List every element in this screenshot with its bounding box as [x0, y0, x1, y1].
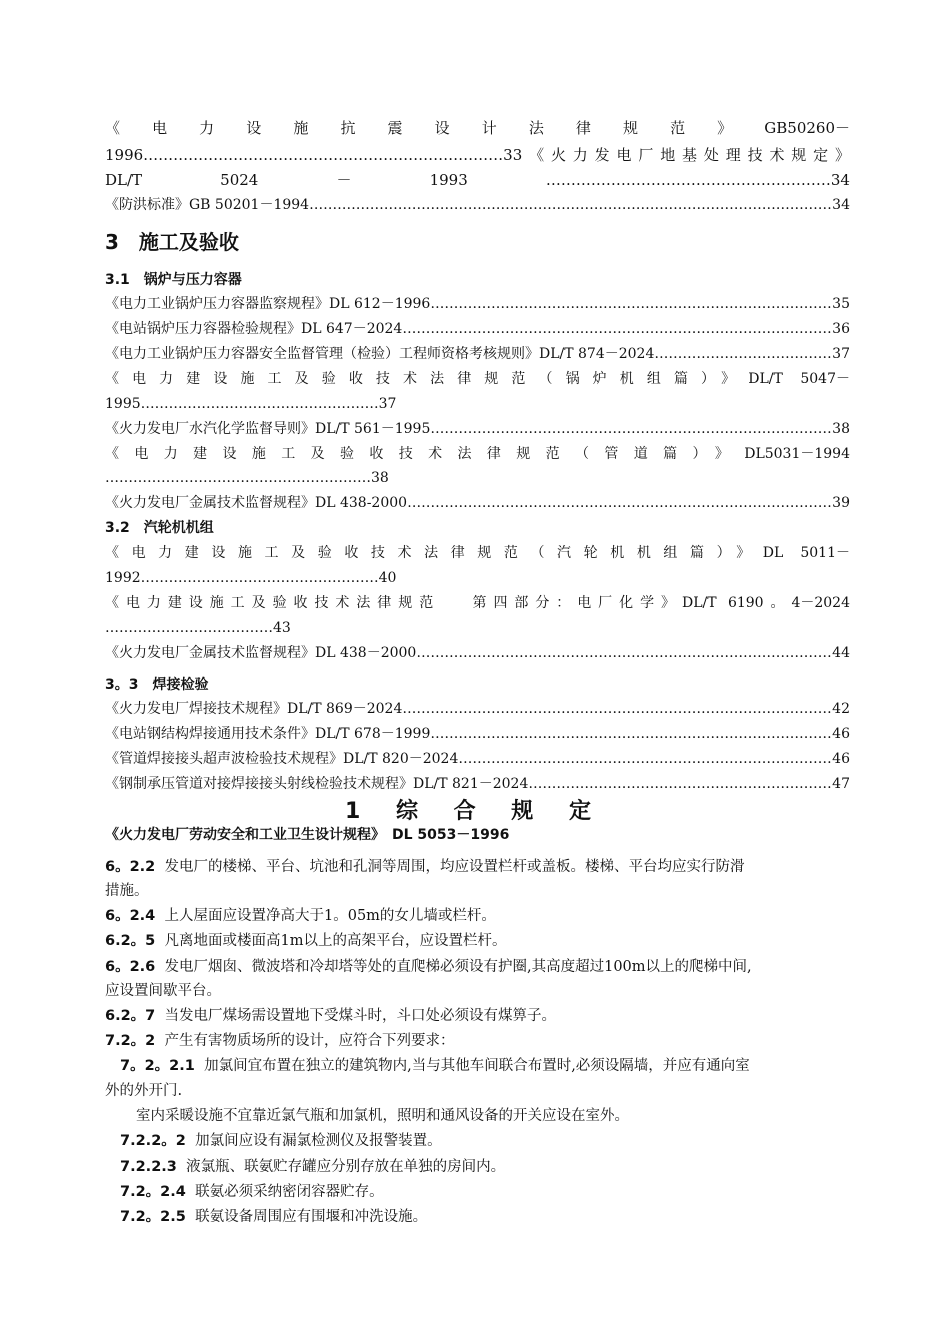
clause-number: 6.2。5: [105, 933, 156, 949]
toc-part: …………………………………………………34: [545, 171, 850, 189]
clause-number: 6。2.2: [105, 859, 156, 875]
clause: [105, 855, 850, 879]
section-1-title: 1 综 合 规 定: [345, 799, 605, 824]
clause: [105, 1029, 850, 1053]
toc-entry: [105, 419, 850, 439]
toc-entry-line: ………………………………43: [105, 620, 291, 636]
subclause: [120, 1180, 850, 1204]
toc-entry: [105, 493, 850, 513]
toc-title: 《火力发电厂水汽化学监督导则》DL/T 561－1995: [105, 421, 431, 437]
toc-page: 46: [832, 726, 850, 742]
subclause-text: 联氨设备周围应有围堰和冲洗设施。: [195, 1209, 428, 1225]
clause-number: 6。2.6: [105, 959, 156, 975]
toc-title: 《防洪标准》GB 50201－1994: [105, 197, 310, 213]
toc-page: 39: [832, 495, 850, 511]
standard-heading: 《火力发电厂劳动安全和工业卫生设计规程》 DL 5053－1996: [105, 827, 510, 843]
toc-entry: [105, 294, 850, 314]
clause-number: 7.2。2: [105, 1033, 156, 1049]
clause-number: 6.2。7: [105, 1008, 156, 1024]
toc-line-foundation: 1996………………………………………………………………33《火力发电厂地基处理技术规定》: [105, 146, 850, 164]
toc-entry: [105, 699, 850, 719]
toc-title: 《火力发电厂金属技术监督规程》DL 438-2000: [105, 495, 408, 511]
toc-page: 44: [832, 645, 850, 661]
toc-title: 《电站锅炉压力容器检验规程》DL 647－2024: [105, 321, 403, 337]
clause: [105, 955, 850, 979]
section-3-3-heading: 3。3 焊接检验: [105, 677, 209, 693]
toc-title: 《管道焊接接头超声波检验技术规程》DL/T 820－2024: [105, 751, 459, 767]
chapter-3-heading: 3 施工及验收: [105, 230, 239, 254]
toc-page: 46: [832, 751, 850, 767]
toc-page: 47: [832, 776, 850, 792]
toc-title: 《电力工业锅炉压力容器安全监督管理（检验）工程师资格考核规则》DL/T 874－2024: [105, 346, 655, 362]
toc-entry-line: 1995……………………………………………37: [105, 396, 397, 412]
clause-number: 6。2.4: [105, 908, 156, 924]
toc-entry: [105, 643, 850, 663]
toc-entry: [105, 724, 850, 744]
toc-page: 35: [832, 296, 850, 312]
toc-line-seismic: 《电力设施抗震设计法律规范》GB50260－: [105, 119, 850, 137]
toc-part: 5024: [220, 171, 259, 189]
subclause-number: 7.2.2.3: [120, 1159, 177, 1175]
section-3-1-heading: 3.1 锅炉与压力容器: [105, 272, 242, 288]
clause-text: 当发电厂煤场需设置地下受煤斗时，斗口处必须设有煤箅子。: [164, 1008, 556, 1024]
subclause-text-indented: 室内采暖设施不宜靠近氯气瓶和加氯机，照明和通风设备的开关应设在室外。: [136, 1108, 629, 1124]
toc-title: 《电站钢结构焊接通用技术条件》DL/T 678－1999: [105, 726, 431, 742]
toc-line-dlt5024: [105, 170, 850, 190]
clause-text: 上人屋面应设置净高大于1。05m的女儿墙或栏杆。: [164, 908, 496, 924]
toc-entry-flood: [105, 195, 850, 215]
subclause-number: 7.2。2.4: [120, 1184, 186, 1200]
clause-text: 发电厂烟囱、微波塔和冷却塔等处的直爬梯必须设有护圈,其高度超过100m以上的爬梯中间,: [164, 959, 752, 975]
toc-entry-line: 《电力建设施工及验收技术法律规范（锅炉机组篇）》DL/T 5047－: [105, 371, 850, 387]
subclause: [120, 1054, 850, 1078]
toc-part: DL/T: [105, 171, 143, 189]
toc-title: 《电力工业锅炉压力容器监察规程》DL 612－1996: [105, 296, 431, 312]
toc-title: 《火力发电厂金属技术监督规程》DL 438－2000: [105, 645, 417, 661]
toc-title: 《钢制承压管道对接焊接接头射线检验技术规程》DL/T 821－2024: [105, 776, 529, 792]
clause-continuation: 应设置间歇平台。: [105, 983, 221, 999]
toc-part: 1993: [429, 171, 468, 189]
toc-entry-line: …………………………………………………38: [105, 470, 389, 486]
toc-page: 37: [832, 346, 850, 362]
toc-entry-line: 《电力建设施工及验收技术法律规范（管道篇）》DL5031－1994: [105, 446, 850, 462]
toc-page: 36: [832, 321, 850, 337]
toc-entry: [105, 344, 850, 364]
section-3-2-heading: 3.2 汽轮机机组: [105, 520, 214, 536]
subclause-number: 7.2。2.5: [120, 1209, 186, 1225]
toc-title: 《火力发电厂焊接技术规程》DL/T 869－2024: [105, 701, 403, 717]
toc-page: 42: [832, 701, 850, 717]
subclause-text: 加氯间宜布置在独立的建筑物内,当与其他车间联合布置时,必须设隔墙，并应有通向室: [204, 1058, 750, 1074]
subclause-number: 7.2.2。2: [120, 1133, 186, 1149]
toc-entry: [105, 774, 850, 794]
toc-page: 34: [832, 197, 850, 213]
subclause: [120, 1129, 850, 1153]
subclause-text: 加氯间应设有漏氯检测仪及报警装置。: [195, 1133, 442, 1149]
toc-page: 38: [832, 421, 850, 437]
subclause: [120, 1155, 850, 1179]
clause-text: 发电厂的楼梯、平台、坑池和孔洞等周围，均应设置栏杆或盖板。楼梯、平台均应实行防滑: [164, 859, 745, 875]
clause-continuation: 措施。: [105, 883, 149, 899]
clause: [105, 904, 850, 928]
subclause-text: 联氨必须采纳密闭容器贮存。: [195, 1184, 384, 1200]
toc-part: －: [336, 171, 352, 189]
clause-text: 产生有害物质场所的设计，应符合下列要求：: [164, 1033, 455, 1049]
subclause-number: 7。2。2.1: [120, 1058, 195, 1074]
toc-entry-line: 《电力建设施工及验收技术法律规范（汽轮机机组篇）》DL 5011－: [105, 545, 850, 561]
clause: [105, 1004, 850, 1028]
clause-text: 凡离地面或楼面高1m以上的高架平台，应设置栏杆。: [164, 933, 507, 949]
toc-entry-line: 1992……………………………………………40: [105, 570, 397, 586]
toc-entry: [105, 319, 850, 339]
toc-entry-line: 《电力建设施工及验收技术法律规范 第四部分：电厂化学》DL/T 6190。4－2024: [105, 595, 850, 611]
subclause-continuation: 外的外开门.: [105, 1083, 183, 1099]
subclause-text: 液氯瓶、联氨贮存罐应分别存放在单独的房间内。: [186, 1159, 506, 1175]
clause: [105, 929, 850, 953]
subclause: [120, 1205, 850, 1229]
toc-entry: [105, 749, 850, 769]
